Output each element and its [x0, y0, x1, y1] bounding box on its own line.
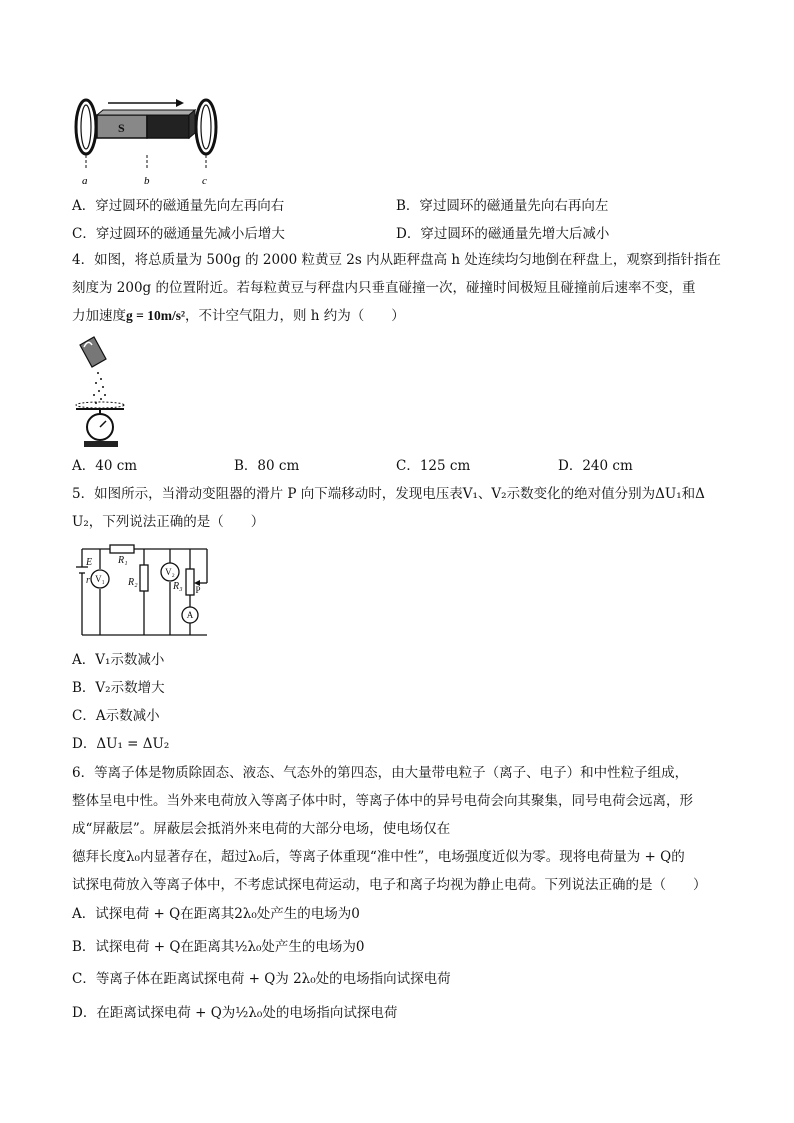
label-V2: V₂ [165, 567, 175, 577]
label-a: a [82, 175, 88, 187]
q4-line-3: 力加速度g = 10m/s²，不计空气阻力，则 h 约为（ ） [72, 308, 405, 324]
gravity-formula: g = 10m/s² [126, 308, 185, 323]
q5-option-c: C．A示数减小 [72, 708, 160, 724]
scale-figure [72, 335, 132, 450]
q5-option-d: D．ΔU₁ = ΔU₂ [72, 736, 170, 752]
q6-line-1: 6．等离子体是物质除固态、液态、气态外的第四态，由大量带电粒子（离子、电子）和中性粒子组成， [72, 765, 689, 781]
q4-line-1: 4．如图，将总质量为 500g 的 2000 粒黄豆 2s 内从距秤盘高 h 处连续均匀地倒在秤盘上，观察到指针指在 [72, 252, 721, 268]
label-V1: V₁ [95, 574, 105, 584]
label-r: r [86, 575, 90, 586]
q6-option-b: B．试探电荷 + Q在距离其½λ₀处产生的电场为0 [72, 939, 365, 955]
q6-option-a: A．试探电荷 + Q在距离其2λ₀处产生的电场为0 [72, 906, 360, 922]
q6-line-5: 试探电荷放入等离子体中，不考虑试探电荷运动，电子和离子均视为静止电荷。下列说法正确的是（ ） [72, 877, 707, 893]
label-b: b [144, 175, 150, 187]
circuit-diagram [72, 543, 217, 641]
label-E: E [86, 557, 93, 568]
q6-line-2: 整体呈电中性。当外来电荷放入等离子体中时，等离子体中的异号电荷会向其聚集，同号电荷会远离，形 [72, 793, 693, 809]
q5-line-2: U₂，下列说法正确的是（ ） [72, 514, 265, 530]
q5-option-a: A．V₁示数减小 [72, 652, 165, 668]
label-R1: R₁ [118, 555, 128, 566]
label-R3: R₃ [173, 581, 183, 592]
q4-option-d: D．240 cm [558, 458, 633, 474]
label-c: c [202, 175, 207, 187]
q4-option-b: B．80 cm [234, 458, 300, 474]
q6-option-d: D．在距离试探电荷 + Q为½λ₀处的电场指向试探电荷 [72, 1005, 398, 1021]
q3-option-d: D．穿过圆环的磁通量先增大后减小 [396, 226, 610, 242]
q4-option-c: C．125 cm [396, 458, 471, 474]
q6-option-c: C．等离子体在距离试探电荷 + Q为 2λ₀处的电场指向试探电荷 [72, 971, 451, 987]
q5-line-1: 5．如图所示，当滑动变阻器的滑片 P 向下端移动时，发现电压表V₁、V₂示数变化的绝对值分别为ΔU₁和Δ [72, 486, 705, 502]
label-A: A [186, 610, 194, 620]
label-R2: R₂ [128, 577, 138, 588]
q3-option-a: A．穿过圆环的磁通量先向左再向右 [72, 198, 285, 214]
label-P: P [195, 585, 201, 595]
q6-line-4: 德拜长度λ₀内显著存在，超过λ₀后，等离子体重现“准中性”，电场强度近似为零。现将电荷量为 + Q的 [72, 849, 685, 865]
q3-option-c: C．穿过圆环的磁通量先减小后增大 [72, 226, 285, 242]
magnet-ring-figure [72, 95, 222, 190]
q3-option-b: B．穿过圆环的磁通量先向右再向左 [396, 198, 609, 214]
q6-line-3: 成“屏蔽层”。屏蔽层会抵消外来电荷的大部分电场，使电场仅在 [72, 821, 451, 837]
pole-s-label: S [118, 121, 125, 135]
q4-option-a: A．40 cm [72, 458, 138, 474]
q4-line-2: 刻度为 200g 的位置附近。若每粒黄豆与秤盘内只垂直碰撞一次，碰撞时间极短且碰撞前后速率不变，重 [72, 280, 696, 296]
q5-option-b: B．V₂示数增大 [72, 680, 165, 696]
